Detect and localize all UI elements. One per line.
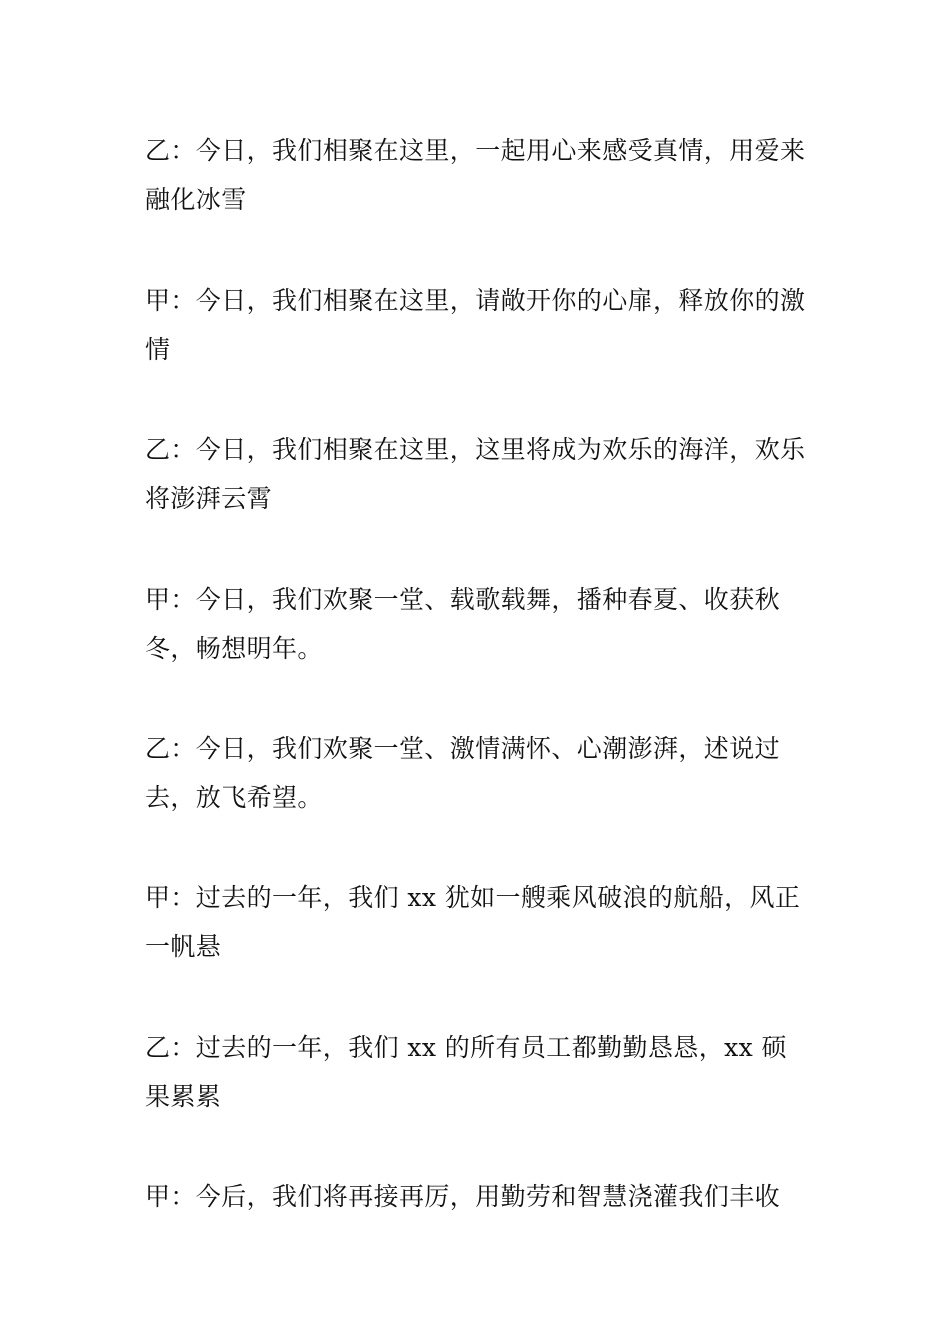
paragraph-5: 乙：今日，我们欢聚一堂、激情满怀、心潮澎湃，述说过去，放飞希望。	[145, 734, 781, 812]
paragraph-2: 甲：今日，我们相聚在这里，请敞开你的心扉，释放你的激情	[145, 286, 806, 364]
paragraph-6: 甲：过去的一年，我们 xx 犹如一艘乘风破浪的航船，风正一帆悬	[145, 883, 801, 961]
paragraph-8: 甲：今后，我们将再接再厉，用勤劳和智慧浇灌我们丰收	[145, 1182, 781, 1211]
paragraph-1: 乙：今日，我们相聚在这里，一起用心来感受真情，用爱来融化冰雪	[145, 136, 806, 214]
paragraph-4: 甲：今日，我们欢聚一堂、载歌载舞，播种春夏、收获秋冬，畅想明年。	[145, 585, 781, 663]
paragraph-3: 乙：今日，我们相聚在这里，这里将成为欢乐的海洋，欢乐将澎湃云霄	[145, 435, 806, 513]
paragraph-7: 乙：过去的一年，我们 xx 的所有员工都勤勤恳恳，xx 硕果累累	[145, 1033, 787, 1111]
